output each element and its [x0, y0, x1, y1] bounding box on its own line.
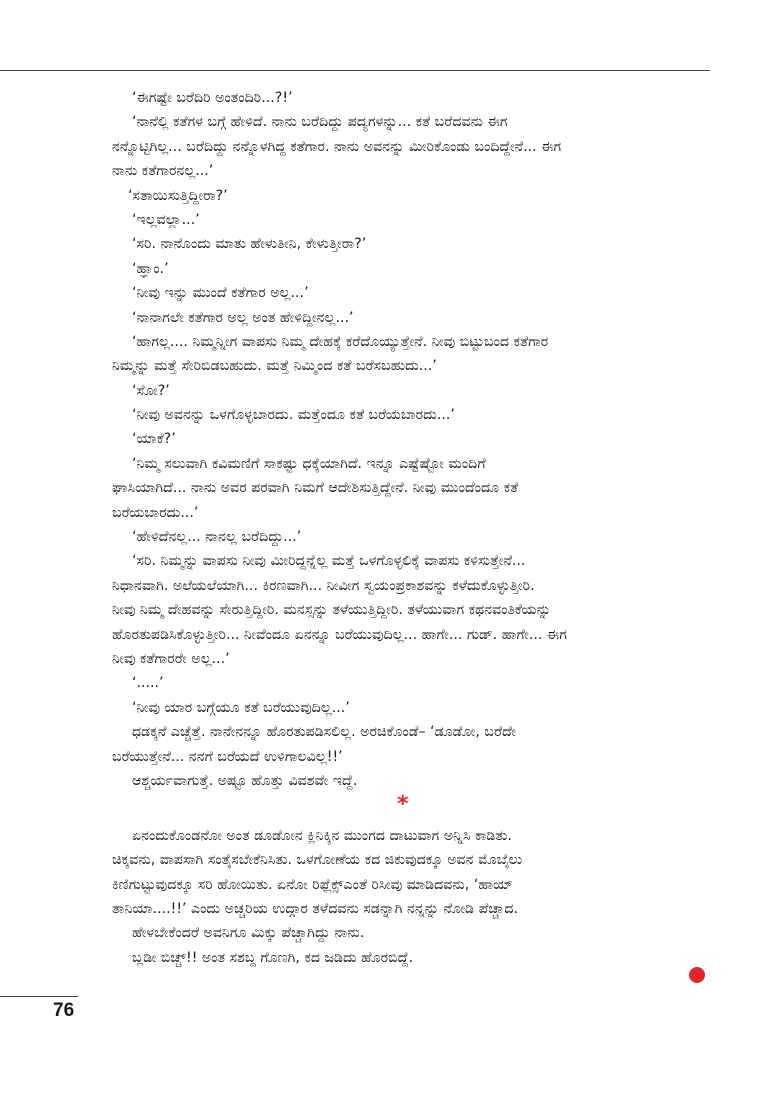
text-line: ‘ಈಗಷ್ಟೇ ಬರೆದಿರಿ ಅಂತಂದಿರಿ...?!’	[132, 90, 293, 106]
story-part-1	[112, 86, 712, 793]
text-line: ಹೇಳಬೇಕೆಂದರೆ ಅವನಿಗೂ ಮಿಕ್ಕು ಪೆಚ್ಚಾಗಿದ್ದು ನಾನು.	[132, 925, 365, 942]
text-line: ಆಶ್ಚರ್ಯವಾಗುತ್ತೆ. ಅಷ್ಟೂ ಹೊತ್ತು ವಿವಶವೇ ಇದ್ದೆ.	[132, 772, 358, 789]
text-line: ‘.....’	[132, 675, 164, 692]
text-line: ‘ಯಾಕೆ?’	[132, 431, 176, 448]
text-line: ಬರೆಯಬಾರದು...’	[112, 504, 199, 521]
text-line: ತಾನಿಯಾ....!!’ ಎಂದು ಅಚ್ಚರಿಯ ಉದ್ಗಾರ ತಳೆದವನು ಸಡನ್ನಾಗಿ ನನ್ನನ್ನು ನೋಡಿ ಪೆಚ್ಚಾದ.	[112, 900, 519, 917]
text-line: ‘ನಾನಾಗಲೇ ಕತೆಗಾರ ಅಲ್ಲ ಅಂತ ಹೇಳಿದ್ದೀನಲ್ಲ...’	[132, 309, 354, 326]
text-line: ‘ನೀವು ಯಾರ ಬಗ್ಗೆಯೂ ಕತೆ ಬರೆಯುವುದಿಲ್ಲ...’	[132, 699, 350, 716]
text-line: ‘ಹ್ಞಾಂ.’	[132, 260, 169, 277]
text-line: ನೀವು ನಿಮ್ಮ ದೇಹವನ್ನು ಸೇರುತ್ತಿದ್ದೀರಿ. ಮನಸ್ಸನ್ನು ತಳೆಯುತ್ತಿದ್ದೀರಿ. ತಳೆಯುವಾಗ ಕಥನವಂತಿಕೆಯನ್ನು	[112, 602, 552, 619]
text-line: ‘ಸರಿ. ನಾನೊಂದು ಮಾತು ಹೇಳುತೀನಿ, ಕೇಳುತ್ತೀರಾ?’	[132, 236, 367, 253]
text-line: ಏನಂದುಕೊಂಡನೋ ಅಂತ ಡೂಡೋನ ಕ್ಲಿನಿಕ್ಕಿನ ಮುಂಗದ ದಾಟುವಾಗ ಅನ್ನಿಸಿ ಕಾಡಿತು.	[132, 827, 512, 844]
text-line: ‘ನಾನೆಲ್ಲಿ ಕತೆಗಳ ಬಗ್ಗೆ ಹೇಳಿದೆ. ನಾನು ಬರೆದಿದ್ದು ಪದ್ಯಗಳನ್ನು... ಕತೆ ಬರೆದವನು ಈಗ	[132, 114, 508, 131]
section-break-asterisk: *	[397, 792, 409, 818]
story-part-2	[112, 824, 712, 970]
text-line: ‘ಸರಿ. ನಿಮ್ಮನ್ನು ವಾಪಸು ನೀವು ಮೀರಿದ್ದನ್ನೆಲ್ಲ ಮತ್ತೆ ಒಳಗೊಳ್ಳಲಿಕ್ಕೆ ವಾಪಸು ಕಳಿಸುತ್ತೇನೆ...	[132, 553, 526, 570]
text-line: ‘ನಿಮ್ಮ ಸಲುವಾಗಿ ಕವಿಮಣಿಗೆ ಸಾಕಷ್ಟು ಧಕ್ಕೆಯಾಗಿದೆ. ಇನ್ನೂ ಎಷ್ಟೆಷ್ಟೋ ಮಂದಿಗೆ	[132, 455, 486, 472]
text-line: ‘ಹೇಳಿದೆನಲ್ಲ... ನಾನಲ್ಲ ಬರೆದಿದ್ದು...’	[132, 529, 302, 546]
text-line: ನಾನು ಕತೆಗಾರನಲ್ಲ...’	[112, 163, 214, 180]
text-line: ಬ್ಲಡೀ ಬಿಚ್ಚ್!! ಅಂತ ಸಶಬ್ದ ಗೊಣಗಿ, ಕದ ಜಡಿದು ಹೊರಬಿದ್ದೆ.	[132, 949, 414, 966]
text-line: ‘ನೀವು ಇನ್ನು ಮುಂದೆ ಕತೆಗಾರ ಅಲ್ಲ...’	[132, 285, 309, 302]
red-dot-ornament	[689, 967, 705, 983]
text-line: ‘ಹಾಗಲ್ಲ.... ನಿಮ್ಮನ್ನೀಗ ವಾಪಸು ನಿಮ್ಮ ದೇಹಕ್ಕೆ ಕರೆದೊಯ್ಯುತ್ತೇನೆ. ನೀವು ಬಿಟ್ಟುಬಂದ ಕತೆಗಾರ	[132, 333, 549, 350]
text-line: ಚಿಕ್ಕವನು, ವಾಪಸಾಗಿ ಸಂತೈಸಬೇಕೆನಿಸಿತು. ಒಳಗೋಣೆಯ ಕದ ಜಿಕುವುದಕ್ಕೂ ಅವನ ಮೊಬೈಲು	[112, 852, 523, 869]
text-line: ಕಿಣಿಗುಟ್ಟುವುದಕ್ಕೂ ಸರಿ ಹೋಯಿತು. ಏನೋ ರಿಫ್ಲೆಕ್ಸ್‌ಎಂತೆ ರಿಸೀವು ಮಾಡಿದವನು, ‘ಹಾಯ್	[112, 876, 513, 893]
text-line: ಬರೆಯುತ್ತೇನೆ... ನನಗೆ ಬರೆಯದೆ ಉಳಿಗಾಲವಿಲ್ಲ!!’	[112, 748, 343, 765]
text-line: ಘಾಸಿಯಾಗಿದೆ... ನಾನು ಅವರ ಪರವಾಗಿ ನಿಮಗೆ ಆದೇಶಿಸುತ್ತಿದ್ದೇನೆ. ನೀವು ಮುಂದೆಂದೂ ಕತೆ	[112, 480, 519, 497]
text-line: ನಿಧಾನವಾಗಿ. ಅಲೆಯಲೆಯಾಗಿ... ಕಿರಣವಾಗಿ... ನೀವೀಗ ಸ್ವಯಂಪ್ರಕಾಶವನ್ನು ಕಳೆದುಕೊಳ್ಳುತ್ತೀರಿ.	[112, 577, 535, 594]
text-line: ನೀವು ಕತೆಗಾರರೇ ಅಲ್ಲ...’	[112, 650, 230, 667]
text-line: ‘ಸೋ?’	[132, 382, 170, 399]
header-rule	[0, 70, 710, 71]
body-text	[112, 86, 712, 970]
text-line: ‘ಸತಾಯಿಸುತ್ತಿದ್ದೀರಾ?’	[128, 187, 228, 204]
footer-rule	[0, 996, 78, 997]
text-line: ಧಡಕ್ಕನೆ ಎಚ್ಚೆತ್ತೆ. ನಾನೇನನ್ನೂ ಹೊರತುಪಡಿಸಲಿಲ್ಲ. ಅರಚಿಕೊಂಡೆ– ‘ಡೂಡೋ, ಬರೆದೇ	[132, 724, 516, 741]
text-line: ‘ನೀವು ಅವನನ್ನು ಒಳಗೊಳ್ಳಬಾರದು. ಮತ್ತೆಂದೂ ಕತೆ ಬರೆಯಬಾರದು...’	[132, 407, 455, 424]
page-number: 76	[53, 1000, 75, 1021]
text-line: ಹೊರತುಪಡಿಸಿಕೊಳ್ಳುತ್ತೀರಿ... ನೀವೆಂದೂ ಏನನ್ನೂ ಬರೆಯುವುದಿಲ್ಲ... ಹಾಗೇ... ಗುಡ್. ಹಾಗೇ... ಈಗ	[112, 626, 567, 643]
text-line: ನನ್ನೊಟ್ಟಿಗಿಲ್ಲ... ಬರೆದಿದ್ದು ನನ್ನೊಳಗಿದ್ದ ಕತೆಗಾರ. ನಾನು ಅವನನ್ನು ಮೀರಿಕೊಂಡು ಬಂದಿದ್ದೇನೆ... ಈಗ	[112, 138, 562, 155]
text-line: ನಿಮ್ಮನ್ನು ಮತ್ತೆ ಸೇರಿಬಿಡಬಹುದು. ಮತ್ತೆ ನಿಮ್ಮಿಂದ ಕತೆ ಬರೆಸಬಹುದು...’	[112, 358, 437, 375]
text-line: ‘ಇಲ್ಲವಲ್ಲಾ...’	[132, 211, 200, 228]
